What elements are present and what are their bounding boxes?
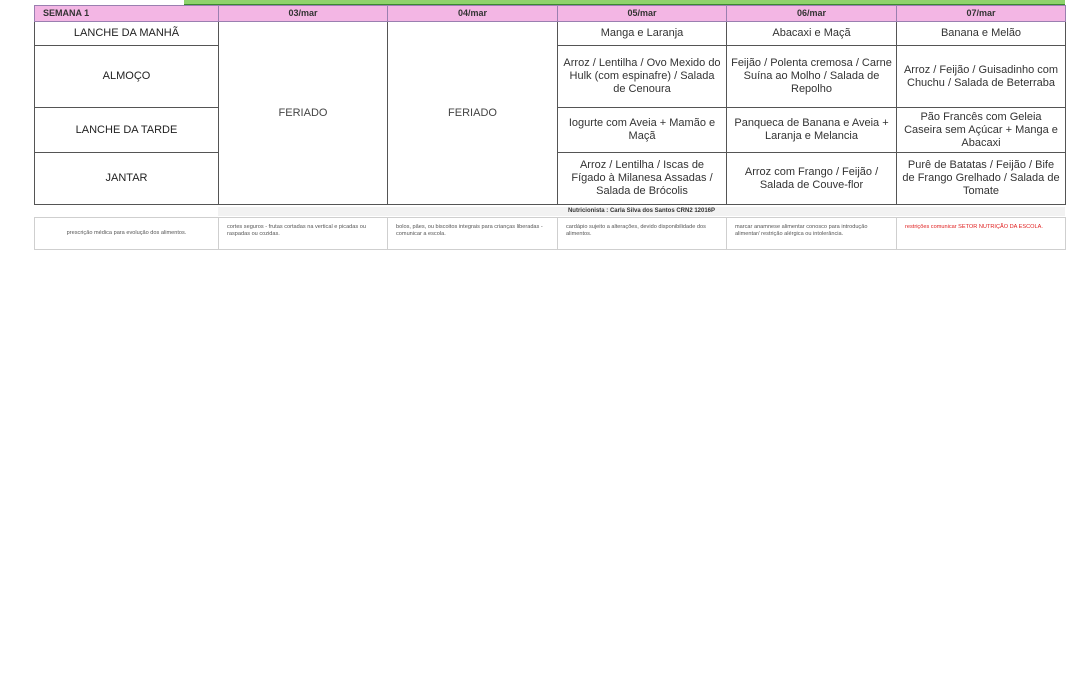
meal-item: Iogurte com Aveia + Mamão e Maçã	[558, 108, 727, 153]
holiday-cell: FERIADO	[388, 22, 558, 205]
meal-item: Arroz com Frango / Feijão / Salada de Couve-flor	[727, 153, 897, 205]
meal-label: LANCHE DA TARDE	[35, 108, 219, 153]
date-header: 03/mar	[219, 6, 388, 22]
meal-item: Abacaxi e Maçã	[727, 22, 897, 46]
week-header-row	[35, 6, 1066, 22]
meal-label: JANTAR	[35, 153, 219, 205]
note-cell: prescrição médica para evolução dos alimentos.	[35, 218, 219, 250]
meal-item: Feijão / Polenta cremosa / Carne Suína ao Molho / Salada de Repolho	[727, 46, 897, 108]
notes-table	[34, 217, 1066, 250]
date-header: 05/mar	[558, 6, 727, 22]
week-label: SEMANA 1	[35, 6, 219, 22]
note-cell: cortes seguros - frutas cortadas na vertical e picadas ou raspadas ou cozidas.	[219, 218, 388, 250]
meal-label: ALMOÇO	[35, 46, 219, 108]
note-cell: marcar anamnese alimentar conosco para introdução alimentar/ restrição alérgica ou intolerância.	[727, 218, 897, 250]
weekly-menu-table	[34, 5, 1066, 205]
date-header: 07/mar	[897, 6, 1066, 22]
meal-item: Arroz / Lentilha / Ovo Mexido do Hulk (com espinafre) / Salada de Cenoura	[558, 46, 727, 108]
meal-item: Arroz / Feijão / Guisadinho com Chuchu / Salada de Beterraba	[897, 46, 1066, 108]
meal-item: Banana e Melão	[897, 22, 1066, 46]
holiday-cell: FERIADO	[219, 22, 388, 205]
meal-label: LANCHE DA MANHÃ	[35, 22, 219, 46]
notes-row	[35, 218, 1066, 250]
note-cell: bolos, pães, ou biscoitos integrais para crianças liberadas - comunicar a escola.	[388, 218, 558, 250]
meal-row-lanche-manha	[35, 22, 1066, 46]
meal-item: Purê de Batatas / Feijão / Bife de Frango Grelhado / Salada de Tomate	[897, 153, 1066, 205]
note-cell-warning: restrições comunicar SETOR NUTRIÇÃO DA ESCOLA.	[897, 218, 1066, 250]
meal-item: Pão Francês com Geleia Caseira sem Açúcar + Manga e Abacaxi	[897, 108, 1066, 153]
meal-item: Arroz / Lentilha / Iscas de Fígado à Milanesa Assadas / Salada de Brócolis	[558, 153, 727, 205]
nutritionist-credit: Nutricionista : Carla Silva dos Santos CRN2 12016P	[218, 207, 1065, 216]
note-cell: cardápio sujeito a alterações, devido disponibilidade dos alimentos.	[558, 218, 727, 250]
meal-item: Manga e Laranja	[558, 22, 727, 46]
date-header: 04/mar	[388, 6, 558, 22]
date-header: 06/mar	[727, 6, 897, 22]
meal-item: Panqueca de Banana e Aveia + Laranja e Melancia	[727, 108, 897, 153]
